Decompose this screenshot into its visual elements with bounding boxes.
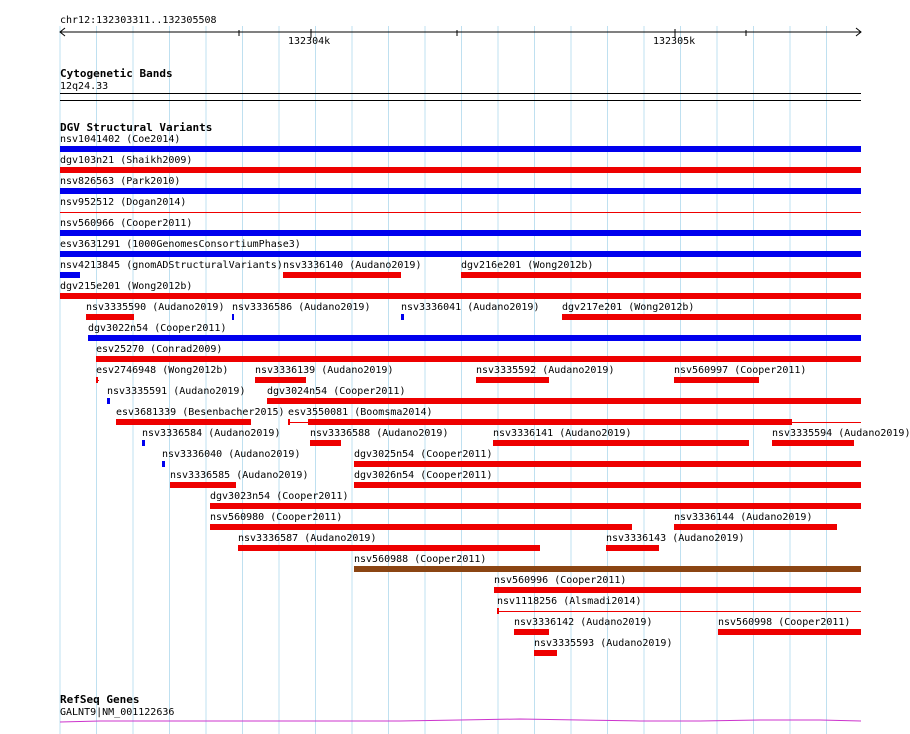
feature-bar-dgv216e201[interactable] [461,272,861,278]
feature-bar-nsv3335593[interactable] [534,650,557,656]
feature-bar-thick-esv3550081[interactable] [308,419,792,425]
feature-label-nsv3336144[interactable]: nsv3336144 (Audano2019) [674,512,813,523]
feature-bar-dgv3022n54[interactable] [88,335,861,341]
feature-label-nsv3336585[interactable]: nsv3336585 (Audano2019) [170,470,309,481]
feature-label-dgv215e201[interactable]: dgv215e201 (Wong2012b) [60,281,193,292]
feature-bar-dgv3026n54[interactable] [354,482,861,488]
feature-bar-nsv3336588[interactable] [310,440,341,446]
feature-bar-nsv3336140[interactable] [283,272,401,278]
feature-bar-dgv103n21[interactable] [60,167,861,173]
feature-bar-dgv215e201[interactable] [60,293,861,299]
feature-label-nsv1041402[interactable]: nsv1041402 (Coe2014) [60,134,181,145]
feature-cap-nsv1118256 [497,608,499,614]
track-title-dgv: DGV Structural Variants [60,121,213,134]
feature-bar-nsv3336587[interactable] [238,545,540,551]
feature-bar-nsv3336143[interactable] [606,545,659,551]
feature-label-nsv952512[interactable]: nsv952512 (Dogan2014) [60,197,187,208]
ruler-axis [0,24,890,44]
feature-bar-nsv3336586[interactable] [232,314,234,320]
feature-bar-nsv3335594[interactable] [772,440,854,446]
ruler-tick-label-132305k: 132305k [653,36,696,47]
feature-label-nsv3336143[interactable]: nsv3336143 (Audano2019) [606,533,745,544]
feature-cap-esv3550081 [288,419,290,425]
feature-label-esv2746948[interactable]: esv2746948 (Wong2012b) [96,365,229,376]
refseq-gene-label: GALNT9|NM_001122636 [60,707,175,718]
feature-bar-nsv560988[interactable] [354,566,861,572]
feature-bar-nsv4213845[interactable] [60,272,80,278]
feature-label-nsv560988[interactable]: nsv560988 (Cooper2011) [354,554,487,565]
feature-bar-nsv560966[interactable] [60,230,861,236]
feature-bar-esv3681339[interactable] [116,419,251,425]
feature-bar-dgv3025n54[interactable] [354,461,861,467]
feature-label-nsv560996[interactable]: nsv560996 (Cooper2011) [494,575,627,586]
feature-bar-nsv3336142[interactable] [514,629,549,635]
feature-bar-esv25270[interactable] [96,356,861,362]
feature-label-nsv3336584[interactable]: nsv3336584 (Audano2019) [142,428,281,439]
feature-label-dgv216e201[interactable]: dgv216e201 (Wong2012b) [461,260,594,271]
feature-bar-nsv3336584[interactable] [142,440,145,446]
feature-bar-nsv3335591[interactable] [107,398,110,404]
feature-label-nsv3336587[interactable]: nsv3336587 (Audano2019) [238,533,377,544]
feature-label-nsv3335594[interactable]: nsv3335594 (Audano2019) [772,428,910,439]
track-separator [60,100,861,101]
feature-bar-nsv560997[interactable] [674,377,759,383]
feature-bar-nsv560998[interactable] [718,629,861,635]
feature-label-nsv3336140[interactable]: nsv3336140 (Audano2019) [283,260,422,271]
feature-bar-nsv560980[interactable] [210,524,632,530]
feature-label-nsv3335593[interactable]: nsv3335593 (Audano2019) [534,638,673,649]
feature-bar-nsv3336141[interactable] [493,440,749,446]
feature-label-esv3681339[interactable]: esv3681339 (Besenbacher2015) [116,407,285,418]
feature-bar-nsv1041402[interactable] [60,146,861,152]
feature-label-nsv3336586[interactable]: nsv3336586 (Audano2019) [232,302,371,313]
feature-bar-nsv1118256[interactable] [497,611,861,612]
feature-label-nsv1118256[interactable]: nsv1118256 (Alsmadi2014) [497,596,642,607]
feature-bar-dgv3023n54[interactable] [210,503,861,509]
feature-label-dgv3024n54[interactable]: dgv3024n54 (Cooper2011) [267,386,406,397]
feature-label-nsv3336139[interactable]: nsv3336139 (Audano2019) [255,365,394,376]
cytoband-bar[interactable] [60,93,861,94]
feature-label-esv3631291[interactable]: esv3631291 (1000GenomesConsortiumPhase3) [60,239,301,250]
feature-label-nsv3335591[interactable]: nsv3335591 (Audano2019) [107,386,246,397]
cytoband-label: 12q24.33 [60,81,109,92]
feature-bar-nsv826563[interactable] [60,188,861,194]
feature-bar-esv3631291[interactable] [60,251,861,257]
feature-bar-nsv3336040[interactable] [162,461,165,467]
feature-bar-dgv217e201[interactable] [562,314,861,320]
feature-label-nsv3336141[interactable]: nsv3336141 (Audano2019) [493,428,632,439]
feature-label-dgv3023n54[interactable]: dgv3023n54 (Cooper2011) [210,491,349,502]
feature-bar-nsv3335590[interactable] [86,314,134,320]
feature-bar-nsv3336144[interactable] [674,524,837,530]
feature-label-nsv560980[interactable]: nsv560980 (Cooper2011) [210,512,343,523]
refseq-gene-model[interactable] [0,712,890,728]
track-title-cytoband: Cytogenetic Bands [60,67,173,80]
feature-bar-nsv3336139[interactable] [255,377,306,383]
feature-label-nsv4213845[interactable]: nsv4213845 (gnomADStructuralVariants) [60,260,283,271]
feature-bar-nsv3335592[interactable] [476,377,549,383]
feature-bar-nsv560996[interactable] [494,587,861,593]
feature-label-nsv3335592[interactable]: nsv3335592 (Audano2019) [476,365,615,376]
feature-label-nsv3336041[interactable]: nsv3336041 (Audano2019) [401,302,540,313]
feature-label-nsv3336588[interactable]: nsv3336588 (Audano2019) [310,428,449,439]
feature-bar-nsv952512[interactable] [60,212,861,213]
feature-bar-nsv3336585[interactable] [170,482,236,488]
ruler-tick-label-132304k: 132304k [288,36,331,47]
feature-label-nsv560966[interactable]: nsv560966 (Cooper2011) [60,218,193,229]
feature-label-dgv3026n54[interactable]: dgv3026n54 (Cooper2011) [354,470,493,481]
feature-bar-nsv3336041[interactable] [401,314,404,320]
feature-label-esv25270[interactable]: esv25270 (Conrad2009) [96,344,223,355]
track-title-refseq: RefSeq Genes [60,693,140,706]
feature-label-nsv3336040[interactable]: nsv3336040 (Audano2019) [162,449,301,460]
feature-label-nsv560997[interactable]: nsv560997 (Cooper2011) [674,365,807,376]
feature-bar-dgv3024n54[interactable] [267,398,861,404]
feature-label-nsv3336142[interactable]: nsv3336142 (Audano2019) [514,617,653,628]
feature-label-dgv103n21[interactable]: dgv103n21 (Shaikh2009) [60,155,193,166]
ruler-location: chr12:132303311..132305508 [60,15,217,26]
feature-label-dgv3022n54[interactable]: dgv3022n54 (Cooper2011) [88,323,227,334]
feature-label-nsv826563[interactable]: nsv826563 (Park2010) [60,176,181,187]
feature-cap-esv2746948 [96,377,98,383]
feature-label-dgv3025n54[interactable]: dgv3025n54 (Cooper2011) [354,449,493,460]
feature-label-nsv3335590[interactable]: nsv3335590 (Audano2019) [86,302,225,313]
feature-label-nsv560998[interactable]: nsv560998 (Cooper2011) [718,617,851,628]
feature-label-esv3550081[interactable]: esv3550081 (Boomsma2014) [288,407,433,418]
feature-label-dgv217e201[interactable]: dgv217e201 (Wong2012b) [562,302,695,313]
